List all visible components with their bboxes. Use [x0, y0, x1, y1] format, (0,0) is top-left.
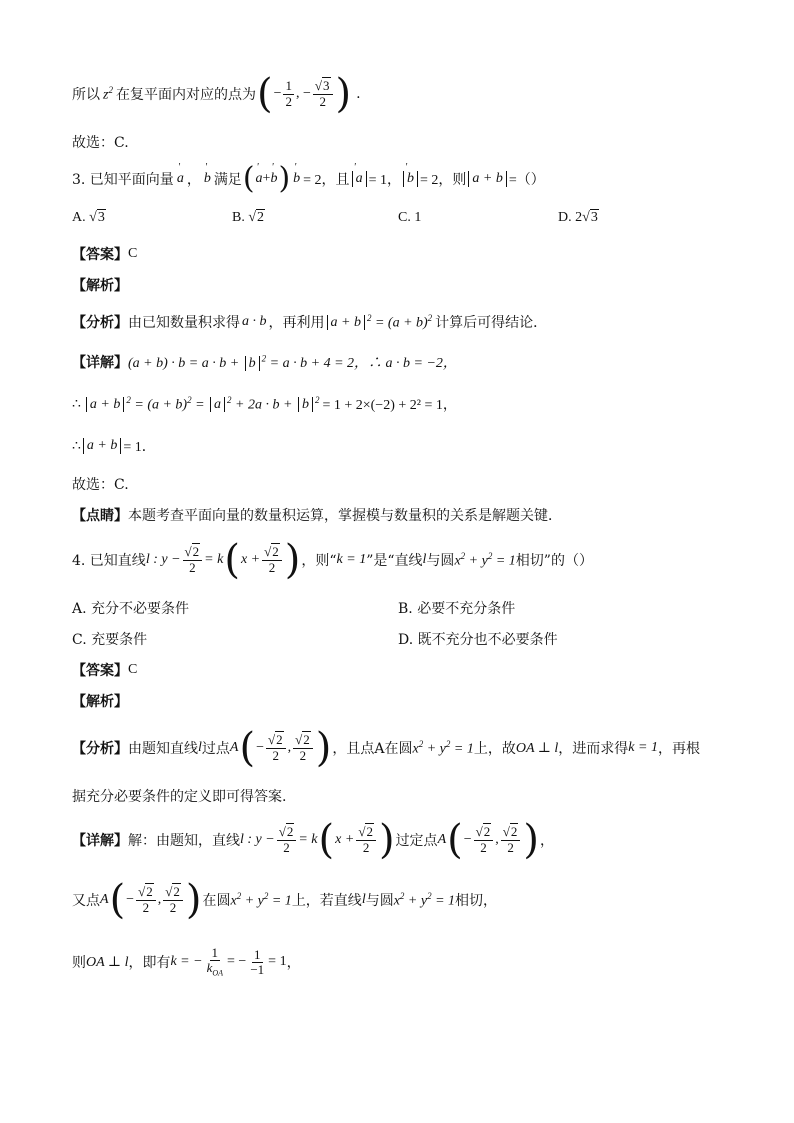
q4-option-c: C. 充要条件 [72, 632, 148, 648]
q4-you-line: 又点 A ( − $\frac{√2}{2}$ , $\frac{√2}{2}$ ) 在圆 $x^2 + y^2 = 1$ 上，若直线 l 与圆 $x^2 + y^2 = 1$ 相切， [72, 877, 498, 923]
q3-option-d: D. 2√3 [558, 210, 598, 225]
question-3: 3. 已知平面向量 ' a ， ' b 满足 ( ' a + ' b ) ' b = 2，且 ' a = 1， ' b = 2，则 a + b =（） [72, 164, 545, 194]
q3-xiangjie: 【详解】 (a + b) · b = a · b + b $^2$ = a · b + 4 = 2，∴ a · b = −2， [72, 353, 457, 371]
choose-c-line-2: 故选：C. [72, 477, 129, 493]
choose-c-line-1: 故选：C. [72, 135, 129, 151]
fraction-sqrt3-over-2: $\frac{√3}{2}$ [313, 79, 333, 109]
q4-fenxi-line2: 据充分必要条件的定义即可得答案. [72, 789, 287, 805]
q3-dianjing: 【点睛】 本题考查平面向量的数量积运算，掌握模与数量积的关系是解题关键． [72, 508, 562, 524]
q3-option-a: A. √3 [72, 210, 105, 225]
q3-fenxi: 【分析】 由已知数量积求得 a · b ，再利用 a + b $^2 = (a + b)^2$ 计算后可得结论． [72, 312, 548, 331]
q3-analysis-label: 【解析】 [72, 278, 128, 294]
q3-calc-line: ∴ a + b $^2 = (a + b)^2 = a$ $^2$ + 2a · b + b $^2$ = 1 + 2×(−2) + 2² = 1， [72, 394, 457, 413]
q3-answer: 【答案】 C [72, 246, 138, 263]
line-z-squared-point: 所以 $z^2$ 在复平面内对应的点为 ( − $\frac{1}{2}$ , − $\frac{√3}{2}$ ) . [72, 71, 361, 117]
q3-option-b: B. √2 [232, 210, 265, 225]
q4-analysis-label: 【解析】 [72, 694, 128, 710]
q4-ze-line: 则 OA ⊥ l ，即有 k = − $\frac{1}{k_{OA}}$ = − $\frac{1}{-1}$ = 1 ， [72, 945, 301, 978]
z-squared-math: $z^2$ [103, 84, 113, 103]
q4-xiangjie: 【详解】 解：由题知，直线 l : y − $\frac{√2}{2}$ = k ( x + $\frac{√2}{2}$ ) 过定点 A ( − $\frac{√2}{2}$ , $\frac{√2}{2}$ ) ， [72, 817, 555, 863]
q4-option-b: B. 必要不充分条件 [398, 601, 516, 617]
q3-option-c: C. 1 [398, 210, 422, 225]
q4-answer: 【答案】 C [72, 662, 138, 679]
q4-option-a: A. 充分不必要条件 [72, 601, 190, 617]
q4-option-d: D. 既不充分也不必要条件 [398, 632, 558, 648]
question-4: 4. 已知直线 l : y − $\frac{√2}{2}$ = k ( x + $\frac{√2}{2}$ ) ，则“ k = 1 ”是“直线 l 与圆 $x^2 + y^2 = 1$ 相切”的（） [72, 537, 593, 583]
fraction-half: $\frac{1}{2}$ [285, 78, 292, 109]
q3-final-line: ∴ a + b = 1． [72, 438, 156, 455]
q4-fenxi: 【分析】 由题知直线 l 过点 A ( − $\frac{√2}{2}$ , $\frac{√2}{2}$ ) ，且点A在圆 $x^2 + y^2 = 1$ 上，故 OA ⊥ l ，进而求得 k = 1 ，再根 [72, 725, 700, 771]
